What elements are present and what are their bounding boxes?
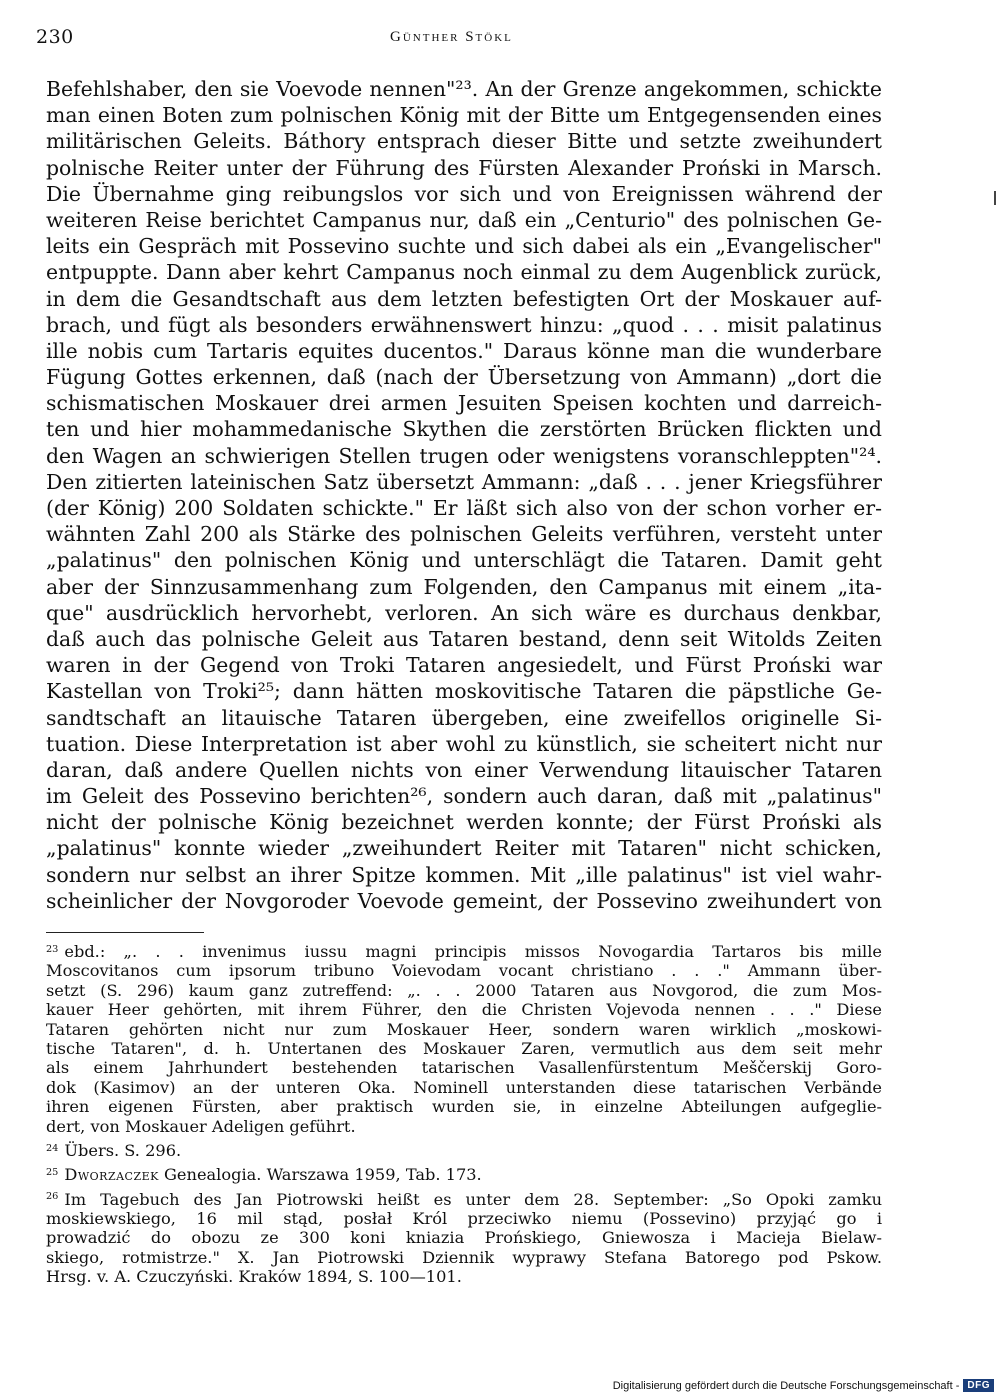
footnote-line: tische Tataren", d. h. Untertanen des Moskauer Zaren, vermutlich aus dem seit mehr: [46, 1038, 882, 1058]
body-line: Die Übernahme ging reibungslos vor sich und von Ereignissen während der: [46, 181, 882, 206]
body-line: ten und hier mohammedanische Skythen die zerstörten Brücken flickten und: [46, 417, 882, 442]
body-line: in dem die Gesandtschaft aus dem letzten befestigten Ort der Moskauer auf-: [46, 286, 882, 311]
page-number: 230: [36, 26, 74, 48]
body-line: weiteren Reise berichtet Campanus nur, daß ein „Centurio" des polnischen Ge-: [46, 207, 882, 232]
body-line: tuation. Diese Interpretation ist aber wohl zu künstlich, sie scheitert nicht nur: [46, 731, 882, 756]
body-line: schismatischen Moskauer drei armen Jesuiten Speisen kochten und darreich-: [46, 391, 882, 416]
footnote-mark: 26: [46, 1191, 59, 1203]
footnote-line: ihren eigenen Fürsten, aber praktisch wurden sie, in einzelne Abteilungen aufgeglie-: [46, 1097, 882, 1117]
body-line: „palatinus" konnte wieder „zweihundert Reiter mit Tataren" nicht schicken,: [46, 836, 882, 861]
footnote-line: als einem Jahrhundert bestehenden tatarischen Vasallenfürstentum Meščerskij Goro-: [46, 1058, 882, 1078]
footnote-line: Hrsg. v. A. Czuczyński. Kraków 1894, S. 100—101.: [46, 1267, 462, 1287]
digitization-notice: [613, 1379, 994, 1392]
body-line: sondern nur selbst an ihrer Spitze kommen. Mit „ille palatinus" ist viel wahr-: [46, 862, 882, 887]
body-line: Fügung Gottes erkennen, daß (nach der Übersetzung von Ammann) „dort die: [46, 365, 882, 390]
body-line: Den zitierten lateinischen Satz übersetzt Ammann: „daß . . . jener Kriegsführer: [46, 469, 882, 494]
body-line: waren in der Gegend von Troki Tataren angesiedelt, und Fürst Prońskі war: [46, 653, 882, 678]
digitization-notice-text: Digitalisierung gefördert durch die Deutsche Forschungsgemeinschaft -: [612, 1379, 960, 1392]
body-line: nicht der polnische König bezeichnet werden konnte; der Fürst Prońskі als: [46, 810, 882, 835]
footnote-23: [46, 942, 882, 1136]
body-line: leits ein Gespräch mit Possevino suchte und sich dabei als ein „Evangelischer": [46, 234, 882, 259]
body-line: (der König) 200 Soldaten schickte." Er läßt sich also von der schon vorher er-: [46, 496, 882, 520]
footnote-line: kauer Heer gehörten, mit ihrem Führer, den die Christen Vojevoda nennen . . ." Diese: [46, 1000, 882, 1020]
body-line: Befehlshaber, den sie Voevode nennen"²³. An der Grenze angekommen, schickte: [46, 77, 882, 101]
footnote-line: Tataren gehörten nicht nur zum Moskauer Heer, sondern waren wirklich „moskowi-: [46, 1019, 882, 1039]
body-line: wähnten Zahl 200 als Stärke des polnischen Geleits verführen, versteht unter: [46, 522, 882, 547]
body-line: brach, und fügt als besonders erwähnenswert hinzu: „quod . . . misit palatinus: [46, 312, 882, 337]
footnote-line: ebd.: „. . . invenimus iussu magni principis missos Novogardia Tartaros bis mille: [64, 942, 882, 961]
footnote-26: [46, 1190, 882, 1287]
body-line: scheinlicher der Novgoroder Voevode gemeint, der Possevino zweihundert von: [46, 888, 882, 913]
footnote-line: Im Tagebuch des Jan Piotrowski heißt es unter dem 28. September: „So Opoki zamku: [64, 1189, 882, 1209]
footnotes: [46, 942, 882, 1292]
footnote-24: [46, 1141, 882, 1160]
body-line: „palatinus" den polnischen König und unterschlägt die Tataren. Damit geht: [46, 548, 882, 573]
body-line: militärischen Geleits. Báthory entsprach dieser Bitte und setzte zweihundert: [46, 129, 882, 154]
footnote-line: Moscovitanos cum ipsorum tribuno Voievodam vocant christiano . . ." Ammann über-: [46, 961, 882, 981]
footnote-line: setzt (S. 296) kaum ganz zutreffend: „. . . 2000 Tataren aus Novgorod, die zum Mos-: [46, 980, 882, 1000]
body-line: polnische Reiter unter der Führung des Fürsten Alexander Prońskі in Marsch.: [46, 155, 882, 180]
body-line: Kastellan von Troki²⁵; dann hätten moskovitische Tataren die päpstliche Ge-: [46, 679, 882, 704]
footnote-line: dert, von Moskauer Adeligen geführt.: [46, 1116, 356, 1136]
footnote-rule: [46, 932, 204, 933]
footnote-line: Genealogia. Warszawa 1959, Tab. 173.: [158, 1165, 482, 1185]
margin-mark: [994, 191, 996, 205]
body-line: sandtschaft an litauische Tataren übergeben, eine zweifellos originelle Si-: [46, 705, 882, 730]
footnote-line: moskiewskiego, 16 mil stąd, posłał Król przeciwko niemu (Possevino) przyjąć go i: [46, 1209, 882, 1229]
body-line: entpuppte. Dann aber kehrt Campanus noch einmal zu dem Augenblick zurück,: [46, 260, 882, 285]
body-line: daran, daß andere Quellen nichts von einer Verwendung litauischer Tataren: [46, 757, 882, 782]
footnote-mark: 23: [46, 943, 59, 955]
running-head: Günther Stökl: [390, 29, 513, 45]
body-line: ille nobis cum Tartaris equites ducentos." Daraus könne man die wunderbare: [46, 338, 882, 363]
body-line: den Wagen an schwierigen Stellen trugen oder wenigstens voranschleppten"²⁴.: [46, 443, 882, 468]
footnote-mark: 25: [46, 1166, 59, 1178]
footnote-25: [46, 1165, 882, 1184]
body-line: aber der Sinnzusammenhang zum Folgenden, den Campanus mit einem „ita-: [46, 574, 882, 599]
body-line: man einen Boten zum polnischen König mit der Bitte um Entgegensenden eines: [46, 103, 882, 128]
body-text: [46, 76, 882, 914]
footnote-line: prowadzić do obozu ze 300 koni kniazia Prońskiego, Gniewosza i Macieja Bielaw-: [46, 1228, 882, 1248]
footnote-line: dok (Kasimov) an der unteren Oka. Nominell unterstanden diese tatarischen Verbände: [46, 1077, 882, 1097]
body-line: daß auch das polnische Geleit aus Tataren bestand, denn seit Witolds Zeiten: [46, 626, 882, 651]
footnote-author: Dworzaczek: [64, 1165, 159, 1185]
body-line: que" ausdrücklich hervorhebt, verloren. An sich wäre es durchaus denkbar,: [46, 600, 882, 625]
footnote-line: skiego, rotmistrze." X. Jan Piotrowski Dziennik wyprawy Stefana Batorego pod Pskow.: [46, 1247, 882, 1267]
dfg-logo: DFG: [963, 1379, 994, 1392]
body-line: im Geleit des Possevino berichten²⁶, sondern auch daran, daß mit „palatinus": [46, 784, 882, 809]
footnote-line: Übers. S. 296.: [64, 1140, 182, 1160]
footnote-mark: 24: [46, 1142, 59, 1154]
